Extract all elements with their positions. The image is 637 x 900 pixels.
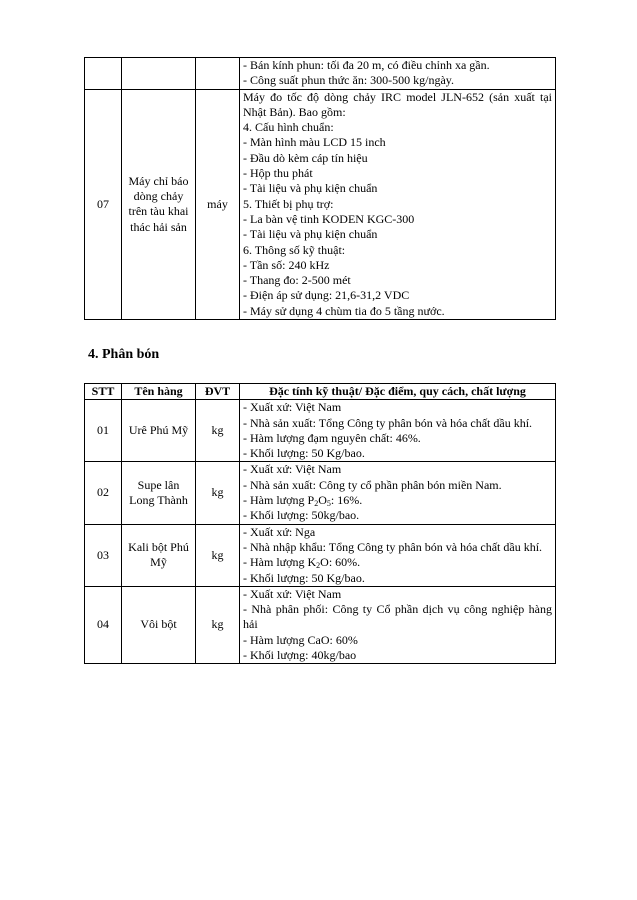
spec-line: - Xuất xứ: Việt Nam (243, 400, 342, 415)
stt-cell: 02 (85, 462, 122, 524)
name-cell: Urê Phú Mỹ (122, 400, 196, 462)
spec-line: Máy đo tốc độ dòng chảy IRC model JLN-652 (sản xuất tại Nhật Bản). Bao gồm: (243, 89, 552, 119)
column-header: ĐVT (196, 384, 240, 400)
spec-line: 6. Thông số kỹ thuật: (243, 242, 346, 257)
spec-line: - Tài liệu và phụ kiện chuẩn (243, 181, 378, 196)
spec-line: - La bàn vệ tinh KODEN KGC-300 (243, 211, 415, 226)
unit-cell (196, 58, 240, 90)
name-cell: Máy chỉ báo dòng chảy trên tàu khai thác hải sản (122, 89, 196, 319)
spec-line: - Khối lượng: 40kg/bao (243, 648, 357, 663)
table-row (85, 400, 556, 462)
spec-line: - Nhà nhập khẩu: Tổng Công ty phân bón và hóa chất dầu khí. (243, 539, 543, 554)
spec-line: - Điện áp sử dụng: 21,6-31,2 VDC (243, 288, 410, 303)
spec-line: - Tài liệu và phụ kiện chuẩn (243, 227, 378, 242)
stt-cell: 03 (85, 524, 122, 586)
spec-line: - Hộp thu phát (243, 166, 313, 181)
spec-line: - Bán kính phun: tối đa 20 m, có điều chỉnh xa gần. (243, 58, 490, 72)
column-header: Tên hàng (122, 384, 196, 400)
name-cell: Supe lân Long Thành (122, 462, 196, 524)
spec-line: 5. Thiết bị phụ trợ: (243, 196, 334, 211)
spec-line: - Xuất xứ: Nga (243, 524, 316, 539)
column-header: Đặc tính kỹ thuật/ Đặc điểm, quy cách, chất lượng (240, 384, 556, 400)
unit-cell: kg (196, 586, 240, 663)
spec-cell (240, 524, 556, 586)
equipment-table (84, 57, 556, 320)
table-row (85, 58, 556, 90)
spec-line: - Nhà sản xuất: Tổng Công ty phân bón và hóa chất dầu khí. (243, 415, 533, 430)
stt-cell: 07 (85, 89, 122, 319)
stt-cell (85, 58, 122, 90)
spec-cell (240, 462, 556, 524)
section-title: 4. Phân bón (88, 347, 160, 362)
spec-line: - Thang đo: 2-500 mét (243, 273, 351, 288)
spec-line: - Màn hình màu LCD 15 inch (243, 135, 386, 150)
name-cell: Vôi bột (122, 586, 196, 663)
spec-line: - Công suất phun thức ăn: 300-500 kg/ngày. (243, 73, 455, 88)
spec-cell (240, 58, 556, 90)
unit-cell: kg (196, 524, 240, 586)
table-row (85, 524, 556, 586)
table-row (85, 462, 556, 524)
spec-line: - Xuất xứ: Việt Nam (243, 586, 342, 601)
unit-cell: kg (196, 400, 240, 462)
spec-line: - Hàm lượng $K_2O$: 60%. (243, 555, 361, 571)
spec-line: - Tần số: 240 kHz (243, 257, 330, 272)
table-row (85, 89, 556, 319)
spec-line: - Hàm lượng $P_2O_5$: 16%. (243, 493, 363, 509)
spec-line: - Xuất xứ: Việt Nam (243, 462, 342, 477)
column-header: STT (85, 384, 122, 400)
spec-line: - Nhà phân phối: Công ty Cổ phần dịch vụ công nghiệp hàng hải (243, 602, 552, 632)
stt-cell: 04 (85, 586, 122, 663)
spec-cell (240, 89, 556, 319)
fertilizer-table (84, 383, 556, 664)
spec-line: - Nhà sản xuất: Công ty cổ phần phân bón miền Nam. (243, 477, 502, 492)
spec-line: 4. Cấu hình chuẩn: (243, 120, 334, 135)
spec-line: - Đầu dò kèm cáp tín hiệu (243, 150, 368, 165)
spec-line: - Khối lượng: 50 Kg/bao. (243, 446, 365, 461)
spec-line: - Hàm lượng CaO: 60% (243, 632, 358, 647)
unit-cell: kg (196, 462, 240, 524)
spec-line: - Khối lượng: 50kg/bao. (243, 508, 360, 523)
table-row (85, 586, 556, 663)
name-cell: Kali bột Phú Mỹ (122, 524, 196, 586)
stt-cell: 01 (85, 400, 122, 462)
header-row (85, 384, 556, 400)
spec-line: - Khối lượng: 50 Kg/bao. (243, 570, 365, 585)
spec-cell (240, 586, 556, 663)
unit-cell: máy (196, 89, 240, 319)
spec-line: - Máy sử dụng 4 chùm tia đo 5 tầng nước. (243, 303, 445, 318)
spec-line: - Hàm lượng đạm nguyên chất: 46%. (243, 430, 421, 445)
name-cell (122, 58, 196, 90)
spec-cell (240, 400, 556, 462)
